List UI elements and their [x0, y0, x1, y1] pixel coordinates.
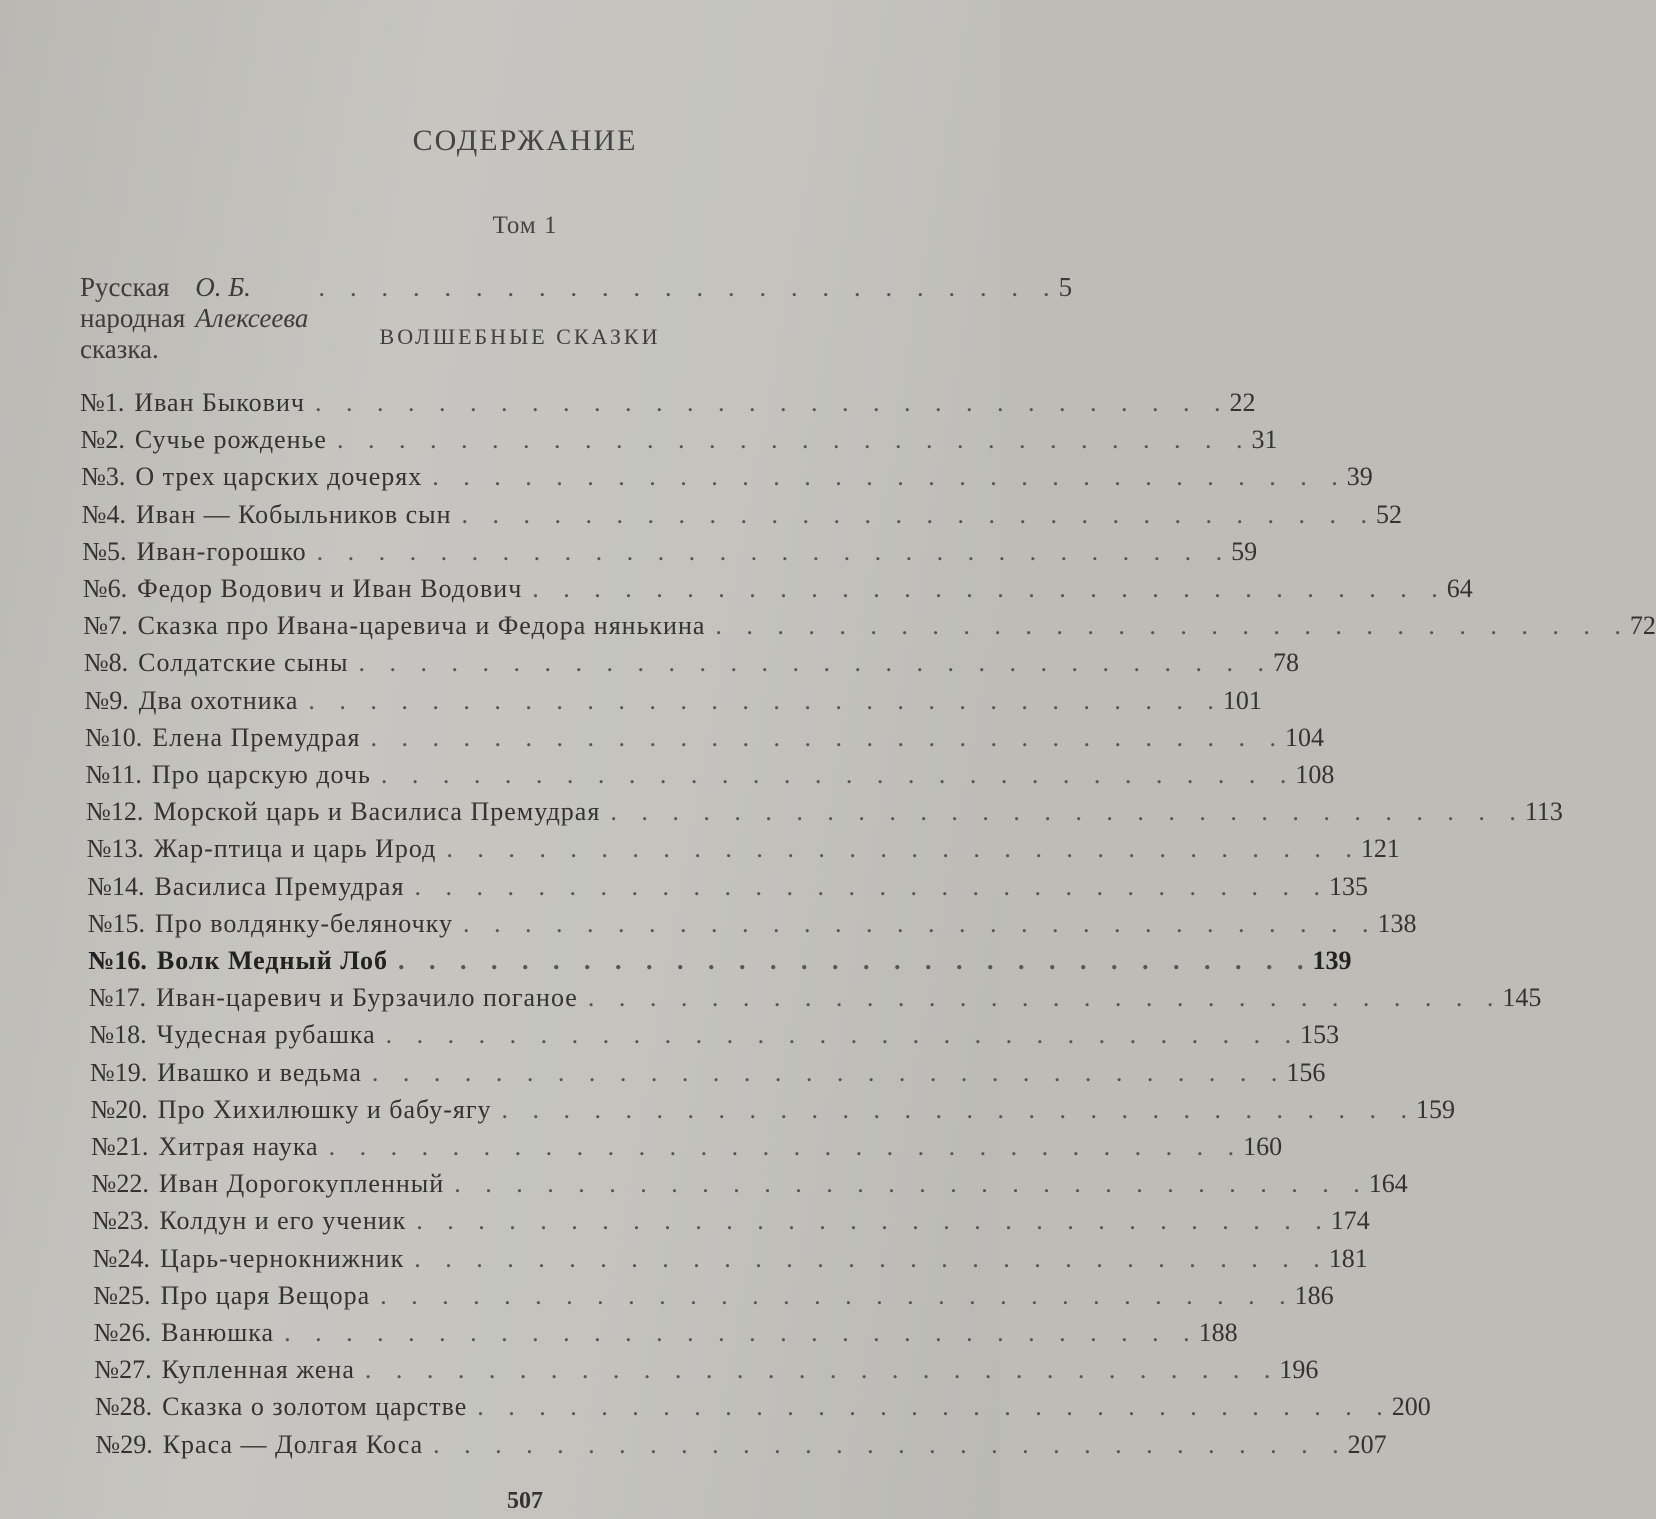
page-number: 507	[507, 1488, 543, 1514]
entry-page: 113	[1524, 797, 1563, 827]
toc-entry	[92, 1243, 1368, 1278]
page-title: СОДЕРЖАНИЕ	[412, 124, 638, 157]
entry-no-sign: №	[91, 1169, 117, 1199]
entry-number: 27.	[119, 1355, 152, 1385]
entry-title: Ванюшка	[161, 1318, 275, 1347]
toc-entry	[91, 1132, 1283, 1166]
toc-entry	[85, 760, 1335, 794]
leader-dots: . . . . . . . . . . . . . . . . . . . . . . . . . . . . . .	[532, 574, 1447, 603]
leader-dots: . . . . . . . . . . . . . . . . . . . . . . . . . . . . . .	[328, 1132, 1244, 1161]
leader-dots: . . . . . . . . . . . . . . . . . . . . . . . .	[318, 272, 1059, 302]
entry-no-sign: №	[84, 722, 110, 752]
leader-dots: . . . . . . . . . . . . . . . . . . . . . . . . . . . . . .	[358, 648, 1273, 678]
toc-entry	[82, 536, 1258, 571]
entry-page: 196	[1279, 1355, 1319, 1385]
entry-number: 21.	[115, 1132, 149, 1161]
entry-no-sign: №	[92, 1206, 117, 1236]
entry-title: Иван Дорогокупленный	[158, 1169, 445, 1199]
entry-page: 135	[1328, 871, 1368, 901]
entry-number: 16.	[114, 946, 147, 975]
leader-dots: . . . . . . . . . . . . . . . . . . . . . . . . . . . . . .	[462, 908, 1378, 938]
entry-number: 13.	[111, 834, 144, 864]
entry-page: 186	[1294, 1280, 1334, 1310]
entry-title: Федор Водович и Иван Водович	[137, 574, 523, 603]
entry-no-sign: №	[80, 425, 106, 455]
leader-dots: . . . . . . . . . . . . . . . . . . . . . . . . . . . . . .	[380, 1280, 1295, 1310]
entry-no-sign: №	[82, 536, 107, 566]
toc-entry	[87, 871, 1368, 906]
entry-number: 8.	[108, 648, 129, 678]
entry-title: Царь-чернокнижник	[159, 1243, 405, 1273]
leader-dots: . . . . . . . . . . . . . . . . . . . . . . . . . . . . . .	[364, 1355, 1280, 1385]
entry-title: Про царя Вещора	[160, 1280, 371, 1310]
leader-dots: . . . . . . . . . . . . . . . . . . . . . . . . . . . . . .	[715, 611, 1630, 641]
entry-no-sign: №	[82, 574, 108, 603]
entry-no-sign: №	[83, 648, 109, 678]
toc-entry	[91, 1169, 1408, 1203]
entry-title: Про волдянку-беляночку	[155, 908, 453, 938]
entry-no-sign: №	[92, 1243, 118, 1273]
entry-page: 159	[1416, 1094, 1456, 1124]
entry-title: Ивашко и ведьма	[157, 1057, 362, 1087]
toc-entry	[80, 425, 1278, 459]
leader-dots: . . . . . . . . . . . . . . . . . . . . . . . . . . . . . .	[371, 1057, 1287, 1087]
entry-number: 23.	[116, 1206, 150, 1236]
toc-entry	[93, 1318, 1238, 1352]
entry-page: 139	[1312, 946, 1352, 975]
entry-no-sign: №	[89, 1057, 115, 1087]
leader-dots: . . . . . . . . . . . . . . . . . . . . . . . . . . . . . .	[284, 1318, 1199, 1347]
leader-dots: . . . . . . . . . . . . . . . . . . . . . . . . . . . . . .	[380, 760, 1296, 789]
intro-page: 5	[1058, 272, 1073, 302]
entry-title: Сказка о золотом царстве	[162, 1392, 468, 1422]
entry-number: 17.	[113, 983, 147, 1013]
leader-dots: . . . . . . . . . . . . . . . . . . . . . . . . . . . . . .	[398, 946, 1313, 975]
entry-title: Хитрая наука	[158, 1132, 319, 1161]
entry-title: Купленная жена	[161, 1355, 355, 1385]
leader-dots: . . . . . . . . . . . . . . . . . . . . . . . . . . . . . .	[433, 1429, 1348, 1459]
leader-dots: . . . . . . . . . . . . . . . . . . . . . . . . . . . . . .	[501, 1094, 1417, 1124]
entry-title: Солдатские сыны	[138, 648, 349, 678]
toc-entry	[88, 983, 1542, 1017]
leader-dots: . . . . . . . . . . . . . . . . . . . . . . . . . . . . . .	[316, 536, 1232, 566]
entry-number: 9.	[109, 685, 129, 715]
section-heading: ВОЛШЕБНЫЕ СКАЗКИ	[379, 324, 661, 349]
toc-entry	[87, 908, 1417, 943]
entry-number: 7.	[108, 611, 128, 641]
entry-number: 3.	[105, 462, 126, 492]
entry-page: 156	[1286, 1057, 1326, 1087]
intro-title: Русская народная сказка.	[80, 272, 186, 364]
volume-heading: Том 1	[492, 212, 558, 239]
entry-title: Два охотника	[138, 685, 299, 715]
entry-page: 138	[1377, 908, 1417, 938]
entry-page: 188	[1198, 1318, 1238, 1347]
intro-author: О. Б. Алексеева	[195, 272, 309, 333]
entry-no-sign: №	[83, 611, 109, 641]
entry-page: 72	[1629, 611, 1656, 641]
entry-no-sign: №	[88, 946, 115, 975]
entry-title: Про Хихилюшку и бабу-ягу	[157, 1094, 492, 1124]
entry-no-sign: №	[94, 1355, 120, 1385]
entry-no-sign: №	[87, 908, 113, 938]
toc-entry	[83, 648, 1299, 682]
entry-page: 52	[1376, 499, 1403, 529]
toc-entry	[94, 1355, 1319, 1389]
entry-page: 31	[1251, 425, 1278, 455]
entry-page: 181	[1328, 1243, 1368, 1273]
toc-entry	[80, 388, 1256, 422]
entry-title: Иван-царевич и Бурзачило поганое	[156, 983, 578, 1013]
entry-no-sign: №	[86, 834, 112, 864]
entry-no-sign: №	[84, 685, 110, 715]
toc-entry	[84, 685, 1262, 720]
toc-entry	[81, 499, 1403, 534]
entry-title: О трех царских дочерях	[135, 462, 423, 492]
entry-page: 153	[1300, 1020, 1340, 1050]
entry-title: Елена Премудрая	[152, 722, 361, 752]
entry-page: 59	[1231, 536, 1258, 566]
entry-number: 10.	[109, 722, 143, 752]
leader-dots: . . . . . . . . . . . . . . . . . . . . . . . . . . . . . .	[314, 388, 1230, 417]
entry-number: 26.	[118, 1318, 152, 1347]
toc-entry	[84, 722, 1324, 757]
entry-title: Иван — Кобыльников сын	[135, 499, 452, 529]
leader-dots: . . . . . . . . . . . . . . . . . . . . . . . . . . . . . .	[461, 499, 1377, 529]
leader-dots: . . . . . . . . . . . . . . . . . . . . . . . . . . . . . .	[414, 871, 1329, 901]
entry-page: 207	[1347, 1429, 1387, 1459]
entry-no-sign: №	[81, 499, 107, 529]
leader-dots: . . . . . . . . . . . . . . . . . . . . . . . . . . . . . .	[432, 462, 1347, 492]
entry-page: 174	[1330, 1206, 1370, 1236]
entry-number: 29.	[120, 1429, 153, 1459]
toc-entry	[93, 1280, 1334, 1315]
entry-page: 78	[1272, 648, 1299, 678]
entry-title: Чудесная рубашка	[156, 1020, 376, 1050]
entry-no-sign: №	[89, 1020, 115, 1050]
entry-number: 28.	[119, 1392, 153, 1422]
toc-entry	[95, 1429, 1387, 1464]
entry-number: 14.	[111, 871, 145, 901]
entry-number: 5.	[107, 536, 127, 566]
toc-entry	[83, 611, 1656, 645]
entry-page: 22	[1229, 388, 1256, 417]
toc-entry	[89, 1020, 1340, 1054]
entry-title: Иван-горошко	[136, 536, 307, 566]
entry-title: Морской царь и Василиса Премудрая	[153, 797, 601, 827]
entry-number: 12.	[110, 797, 144, 827]
entry-title: Сказка про Ивана-царевича и Федора нянькина	[137, 611, 706, 641]
entry-page: 145	[1502, 983, 1542, 1013]
entry-page: 121	[1360, 834, 1400, 864]
entry-title: Иван Быкович	[134, 388, 305, 417]
entry-number: 19.	[114, 1057, 148, 1087]
leader-dots: . . . . . . . . . . . . . . . . . . . . . . . . . . . . . .	[385, 1020, 1301, 1050]
entry-title: Про царскую дочь	[151, 760, 371, 789]
leader-dots: . . . . . . . . . . . . . . . . . . . . . . . . . . . . . .	[446, 834, 1361, 864]
entry-number: 4.	[106, 499, 126, 529]
entry-title: Жар-птица и царь Ирод	[153, 834, 437, 864]
entry-no-sign: №	[86, 797, 111, 827]
entry-title: Сучье рожденье	[134, 425, 327, 455]
entry-no-sign: №	[85, 760, 111, 789]
entry-number: 18.	[114, 1020, 147, 1050]
entry-no-sign: №	[80, 388, 105, 417]
entry-no-sign: №	[95, 1429, 121, 1459]
entry-number: 15.	[112, 908, 145, 938]
toc-entry	[81, 462, 1373, 496]
entry-number: 11.	[110, 760, 142, 789]
leader-dots: . . . . . . . . . . . . . . . . . . . . . . . . . . . . . .	[454, 1169, 1369, 1199]
entry-page: 64	[1446, 574, 1473, 603]
entry-number: 22.	[116, 1169, 149, 1199]
entry-number: 6.	[107, 574, 128, 603]
entry-title: Краса — Долгая Коса	[162, 1429, 424, 1459]
entry-no-sign: №	[88, 983, 114, 1013]
entry-no-sign: №	[90, 1094, 116, 1124]
entry-page: 39	[1346, 462, 1373, 492]
toc-entry	[86, 834, 1400, 868]
toc-entry	[89, 1057, 1326, 1092]
leader-dots: . . . . . . . . . . . . . . . . . . . . . . . . . . . . . .	[308, 685, 1223, 715]
entry-title: Василиса Премудрая	[154, 871, 405, 901]
leader-dots: . . . . . . . . . . . . . . . . . . . . . . . . . . . . . .	[336, 425, 1252, 455]
leader-dots: . . . . . . . . . . . . . . . . . . . . . . . . . . . . . .	[610, 797, 1525, 827]
leader-dots: . . . . . . . . . . . . . . . . . . . . . . . . . . . . . .	[477, 1392, 1392, 1422]
entry-page: 108	[1295, 760, 1335, 789]
entry-page: 104	[1284, 722, 1324, 752]
entry-number: 24.	[117, 1243, 150, 1273]
entry-number: 25.	[118, 1280, 151, 1310]
entry-title: Колдун и его ученик	[159, 1206, 407, 1236]
entry-no-sign: №	[87, 871, 112, 901]
entry-page: 101	[1222, 685, 1262, 715]
entry-no-sign: №	[81, 462, 106, 492]
toc-entry	[86, 797, 1563, 831]
toc-entry	[88, 946, 1352, 980]
leader-dots: . . . . . . . . . . . . . . . . . . . . . . . . . . . . . .	[587, 983, 1503, 1013]
toc-entry	[94, 1392, 1431, 1426]
leader-dots: . . . . . . . . . . . . . . . . . . . . . . . . . . . . . .	[414, 1243, 1329, 1273]
leader-dots: . . . . . . . . . . . . . . . . . . . . . . . . . . . . . .	[416, 1206, 1331, 1236]
toc-entry	[82, 574, 1473, 608]
entry-no-sign: №	[91, 1132, 116, 1161]
entry-page: 164	[1368, 1169, 1408, 1199]
toc-entry	[90, 1094, 1456, 1129]
entry-page: 200	[1391, 1392, 1431, 1422]
entry-number: 1.	[104, 388, 125, 417]
entry-title: Волк Медный Лоб	[156, 946, 388, 975]
entry-number: 20.	[115, 1094, 148, 1124]
entry-no-sign: №	[93, 1280, 118, 1310]
entry-number: 2.	[105, 425, 125, 455]
entry-page: 160	[1243, 1132, 1283, 1161]
leader-dots: . . . . . . . . . . . . . . . . . . . . . . . . . . . . . .	[370, 722, 1285, 752]
toc-entry	[92, 1206, 1370, 1240]
entry-no-sign: №	[94, 1392, 120, 1422]
entry-no-sign: №	[93, 1318, 119, 1347]
